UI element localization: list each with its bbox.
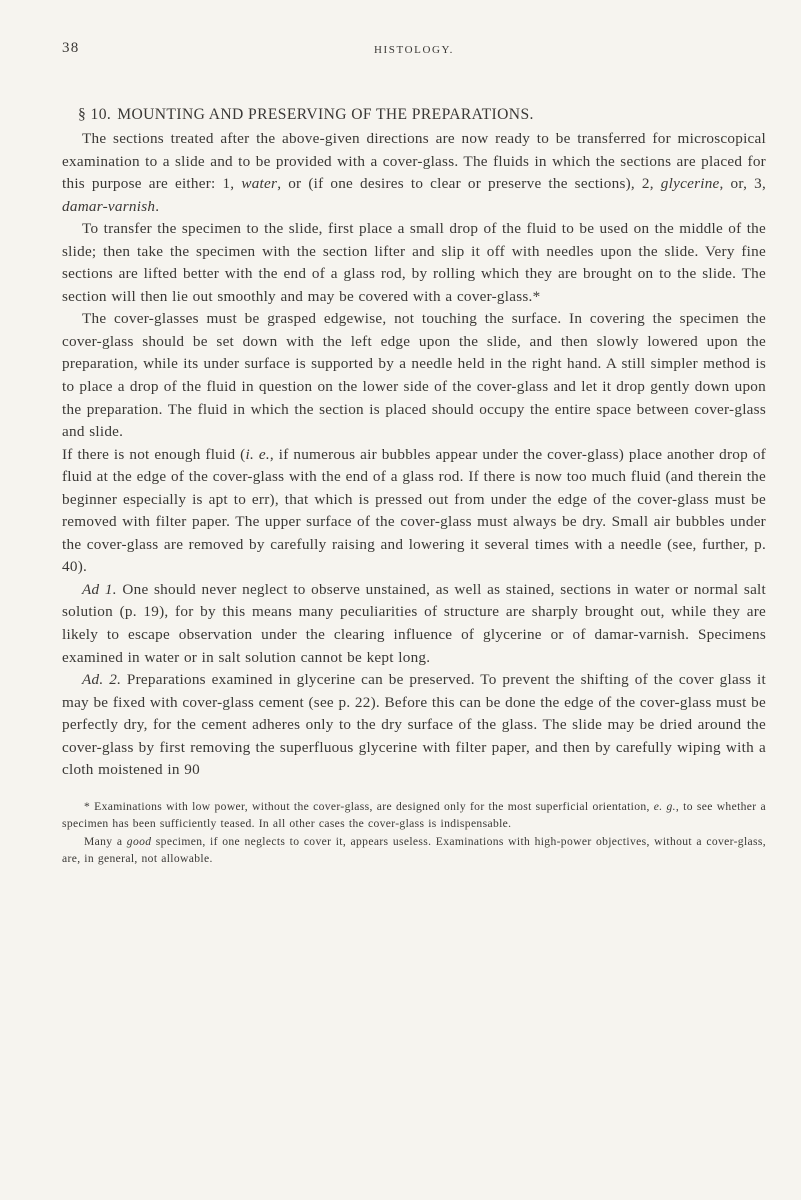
text-run: specimen, if one neglects to cover it, appears useless. Examinations with high-power objectives, without a cover-glass, are, in general, not allowable. <box>62 834 766 866</box>
section-heading <box>62 104 766 126</box>
text-run: Many a <box>84 834 127 848</box>
text-run: One should never neglect to observe unstained, as well as stained, sections in water or normal salt solution (p. 19), for by this means many peculiarities of structure are sharply brought out, while they are likely to escape observation under the clearing influence of glycerine or of damar-varnish. Specimens examined in water or in salt solution cannot be kept long. <box>62 580 766 666</box>
text-run: Preparations examined in glycerine can be preserved. To prevent the shifting of the cover glass it may be fixed with cover-glass cement (see p. 22). Before this can be done the edge of the cover-glass must be perfectly dry, for the cement adheres only to the dry surface of the glass. The slide may be dried around the cover-glass by first removing the superfluous glycerine with filter paper, and then by carefully wiping with a cloth moistened in 90 <box>62 671 767 779</box>
footnote <box>62 798 766 833</box>
book-page <box>62 40 766 867</box>
paragraph <box>62 669 766 782</box>
section-title: MOUNTING AND PRESERVING OF THE PREPARATIONS. <box>117 106 534 123</box>
text-run: , or (if one desires to clear or preserve the sections), 2, <box>277 175 661 193</box>
paragraph: To transfer the specimen to the slide, first place a small drop of the fluid to be used on the middle of the slide; then take the specimen with the section lifter and slip it off with needles upon the slide. Very fine sections are lifted better with the end of a glass rod, by rolling which they are brought on to the slide. The section will then lie out smoothly and may be covered with a cover-glass.* <box>62 220 766 305</box>
footnotes <box>62 798 766 868</box>
paragraph <box>62 579 766 669</box>
body-text <box>62 128 766 782</box>
running-title: HISTOLOGY. <box>373 44 455 56</box>
section-number: § 10. <box>78 106 112 123</box>
paragraph <box>62 444 766 579</box>
italic-term: glycerine <box>660 175 720 193</box>
text-run: If there is not enough fluid ( <box>62 445 246 463</box>
paragraph-lead: Ad 1. <box>82 580 117 598</box>
italic-term: water <box>241 175 278 193</box>
paragraph: The cover-glasses must be grasped edgewise, not touching the surface. In covering the specimen the cover-glass should be set down with the left edge upon the slide, and then slowly lowered upon the preparation, while its under surface is supported by a needle held in the right hand. A still simpler method is to place a drop of the fluid in question on the lower side of the cover-glass and let it drop gently down upon the preparation. The fluid in which the section is placed should occupy the entire space between cover-glass and slide. <box>62 310 766 441</box>
text-run: , to see whether a specimen has been sufficiently teased. In all other cases the cover-glass is indispensable. <box>62 799 766 831</box>
running-head <box>62 40 766 70</box>
italic-term: e. g. <box>653 799 676 813</box>
italic-term: damar-varnish <box>62 197 156 215</box>
text-run: , if numerous air bubbles appear under the cover-glass) place another drop of fluid at the edge of the cover-glass with the end of a glass rod. If there is now too much fluid (and therein the beginner especially is apt to err), that which is pressed out from under the edge of the cover-glass must be removed with filter paper. The upper surface of the cover-glass must always be dry. Small air bubbles under the cover-glass are removed by carefully raising and lowering it several times with a needle (see, further, p. 40). <box>62 445 766 576</box>
text-run: , or, 3, <box>719 175 767 193</box>
italic-term: i. e. <box>245 445 270 463</box>
text-run: * Examinations with low power, without the cover-glass, are designed only for the most superficial orientation, <box>84 799 654 813</box>
paragraph-lead: Ad. 2. <box>82 671 122 689</box>
text-run: The sections treated after the above-given directions are now ready to be transferred for microscopical examination to a slide and to be provided with a cover-glass. The fluids in which the sections are placed for this purpose are either: 1, <box>62 130 766 193</box>
text-run: . <box>155 197 160 215</box>
paragraph <box>62 128 766 218</box>
footnote <box>62 833 766 868</box>
page-number: 38 <box>62 40 80 56</box>
italic-term: good <box>126 834 152 848</box>
